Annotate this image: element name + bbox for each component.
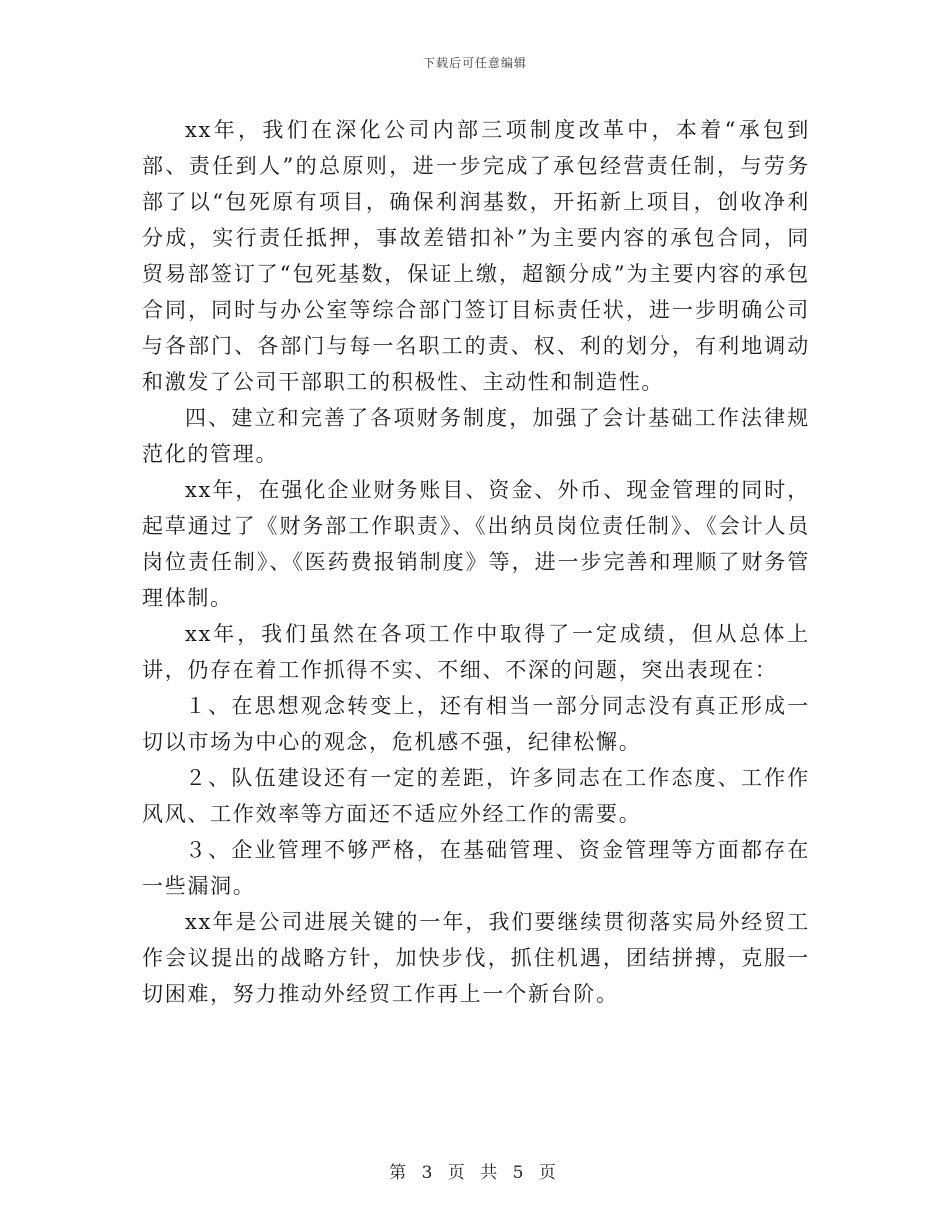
paragraph-problem-2: ２、队伍建设还有一定的差距，许多同志在工作态度、工作作风风、工作效率等方面还不适应外经工作的需要。 (142, 766, 810, 826)
paragraph-problems-intro: xx年，我们虽然在各项工作中取得了一定成绩，但从总体上讲，仍存在着工作抓得不实、不细、不深的问题，突出表现在： (142, 622, 810, 682)
paragraph-outlook: xx年是公司进展关键的一年，我们要继续贯彻落实局外经贸工作会议提出的战略方针，加快步伐，抓住机遇，团结拼搏，克服一切困难，努力推动外经贸工作再上一个新台阶。 (142, 910, 810, 1006)
paragraph-heading-finance: 四、建立和完善了各项财务制度，加强了会计基础工作法律规范化的管理。 (142, 406, 810, 466)
document-body (142, 112, 810, 1012)
paragraph-problem-3: ３、企业管理不够严格，在基础管理、资金管理等方面都存在一些漏洞。 (142, 838, 810, 898)
page-number: 第 3 页 共 5 页 (389, 1163, 561, 1183)
paragraph-problem-1: １、在思想观念转变上，还有相当一部分同志没有真正形成一切以市场为中心的观念，危机感不强，纪律松懈。 (142, 694, 810, 754)
paragraph-finance-rules: xx年，在强化企业财务账目、资金、外币、现金管理的同时，起草通过了《财务部工作职责》、《出纳员岗位责任制》、《会计人员岗位责任制》、《医药费报销制度》等，进一步完善和理顺了财务管理体制。 (142, 478, 810, 610)
header-note: 下载后可任意编辑 (422, 56, 527, 70)
paragraph-contract-reform: xx年，我们在深化公司内部三项制度改革中，本着“承包到部、责任到人”的总原则，进一步完成了承包经营责任制，与劳务部了以“包死原有项目，确保利润基数，开拓新上项目，创收净利分成，实行责任抵押，事故差错扣补”为主要内容的承包合同，同贸易部签订了“包死基数，保证上缴，超额分成”为主要内容的承包合同，同时与办公室等综合部门签订目标责任状，进一步明确公司与各部门、各部门与每一名职工的责、权、利的划分，有利地调动和激发了公司干部职工的积极性、主动性和制造性。 (142, 118, 810, 394)
